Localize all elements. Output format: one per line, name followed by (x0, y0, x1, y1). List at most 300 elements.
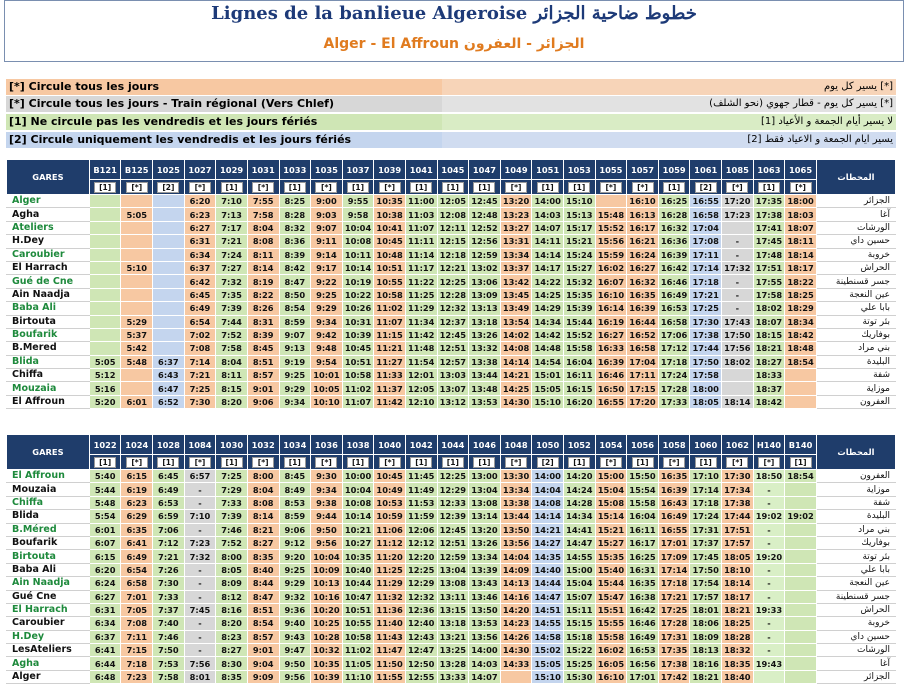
station-name: El Harrach (7, 261, 90, 274)
departure-time: 14:26 (500, 630, 532, 643)
departure-time: 11:40 (374, 617, 406, 630)
departure-time: 19:33 (753, 603, 785, 616)
departure-time: 7:39 (216, 302, 248, 315)
departure-time: 14:55 (563, 550, 595, 563)
train-number: 1041 (405, 160, 437, 180)
departure-time: 9:03 (311, 208, 343, 221)
train-type-cell (311, 455, 343, 470)
train-type-badge: [*] (790, 182, 812, 193)
departure-time: 6:34 (184, 248, 216, 261)
station-name: El Affroun (7, 470, 90, 483)
departure-time: 15:05 (532, 382, 564, 395)
departure-time: 18:05 (722, 550, 754, 563)
station-name-ar: عين النعجة (816, 577, 895, 590)
departure-time: - (184, 577, 216, 590)
departure-time: 16:32 (658, 221, 690, 234)
departure-time: 11:55 (374, 670, 406, 683)
station-name: Gué de Cne (7, 275, 90, 288)
departure-time: 11:42 (405, 328, 437, 341)
station-name-ar: جسر قسنطينة (816, 590, 895, 603)
departure-time (785, 369, 817, 382)
departure-time: 12:56 (469, 235, 501, 248)
station-name: Agha (7, 208, 90, 221)
departure-time: 5:20 (89, 395, 121, 408)
departure-time: 8:25 (279, 195, 311, 208)
departure-time: 8:23 (216, 630, 248, 643)
station-row (7, 483, 896, 496)
departure-time: 18:28 (722, 630, 754, 643)
departure-time: 17:09 (658, 550, 690, 563)
departure-time: 11:12 (374, 536, 406, 549)
departure-time: 11:54 (405, 355, 437, 368)
departure-time: 10:45 (374, 470, 406, 483)
departure-time: 16:44 (627, 315, 659, 328)
departure-time: 14:54 (532, 355, 564, 368)
departure-time: 10:00 (342, 470, 374, 483)
departure-time: 8:11 (216, 369, 248, 382)
station-row (7, 315, 896, 328)
departure-time: 16:39 (658, 248, 690, 261)
train-number: 1054 (595, 435, 627, 455)
departure-time: - (753, 563, 785, 576)
train-type-badge: [*] (189, 457, 211, 468)
departure-time (153, 342, 185, 355)
departure-time: 7:26 (153, 563, 185, 576)
train-type-cell (469, 455, 501, 470)
departure-time: 9:17 (311, 261, 343, 274)
departure-time (153, 261, 185, 274)
departure-time: 17:32 (722, 261, 754, 274)
train-type-badge: [*] (726, 182, 748, 193)
departure-time: 14:00 (532, 195, 564, 208)
departure-time: 13:30 (500, 470, 532, 483)
station-name: Agha (7, 657, 90, 670)
departure-time (153, 235, 185, 248)
train-number: 1040 (374, 435, 406, 455)
departure-time: 7:45 (184, 603, 216, 616)
departure-time: 5:05 (89, 355, 121, 368)
departure-time: 9:42 (311, 328, 343, 341)
departure-time: 17:50 (722, 328, 754, 341)
departure-time: 11:59 (405, 510, 437, 523)
departure-time: 8:04 (247, 483, 279, 496)
train-type-badge: [1] (221, 457, 243, 468)
departure-time: 15:14 (595, 510, 627, 523)
departure-time: 7:39 (216, 510, 248, 523)
departure-time: - (753, 644, 785, 657)
train-type-badge: [*] (600, 182, 622, 193)
train-type-badge: [1] (347, 182, 369, 193)
departure-time: 9:13 (279, 342, 311, 355)
departure-time: 15:27 (595, 536, 627, 549)
train-type-cell (785, 455, 817, 470)
departure-time: 12:45 (469, 195, 501, 208)
departure-time: 15:22 (563, 644, 595, 657)
departure-time: 18:25 (722, 617, 754, 630)
station-row (7, 248, 896, 261)
departure-time: 5:48 (89, 496, 121, 509)
station-row (7, 550, 896, 563)
departure-time: 13:15 (437, 603, 469, 616)
departure-time: 13:42 (500, 275, 532, 288)
departure-time: 13:13 (469, 302, 501, 315)
departure-time: 13:11 (437, 590, 469, 603)
departure-time: - (722, 275, 754, 288)
departure-time: 14:21 (500, 369, 532, 382)
departure-time: 17:37 (690, 536, 722, 549)
departure-time: 15:21 (595, 523, 627, 536)
departure-time: 7:46 (153, 630, 185, 643)
departure-time: 7:21 (216, 235, 248, 248)
departure-time (153, 208, 185, 221)
departure-time: 18:21 (753, 342, 785, 355)
train-number: 1024 (121, 435, 153, 455)
departure-time: 11:25 (405, 288, 437, 301)
train-type-cell (89, 455, 121, 470)
departure-time: 12:36 (405, 603, 437, 616)
departure-time (153, 248, 185, 261)
departure-time: 8:26 (247, 302, 279, 315)
departure-time: 18:00 (690, 382, 722, 395)
departure-time: 8:40 (247, 563, 279, 576)
train-type-badge: [*] (315, 457, 337, 468)
departure-time: 17:06 (658, 328, 690, 341)
departure-time: 8:47 (247, 590, 279, 603)
train-type-cell (753, 180, 785, 195)
departure-time: 10:58 (374, 288, 406, 301)
departure-time: 6:44 (89, 657, 121, 670)
departure-time: 14:07 (469, 670, 501, 683)
departure-time: 10:48 (374, 248, 406, 261)
departure-time: 18:21 (690, 670, 722, 683)
train-type-badge: [1] (695, 457, 717, 468)
train-type-cell (216, 455, 248, 470)
departure-time: 16:49 (658, 288, 690, 301)
departure-time: 9:55 (342, 195, 374, 208)
departure-time: 17:51 (753, 261, 785, 274)
departure-time: 10:35 (311, 657, 343, 670)
departure-time (500, 670, 532, 683)
departure-time: 15:52 (563, 328, 595, 341)
departure-time: 7:24 (216, 248, 248, 261)
departure-time: 12:47 (405, 644, 437, 657)
train-number: 1046 (469, 435, 501, 455)
departure-time (121, 382, 153, 395)
departure-time: 14:14 (532, 510, 564, 523)
departure-time: 7:21 (184, 369, 216, 382)
departure-time: 18:09 (690, 630, 722, 643)
train-type-badge: [1] (568, 457, 590, 468)
departure-time: 10:14 (342, 510, 374, 523)
departure-time: 16:27 (595, 328, 627, 341)
departure-time (595, 195, 627, 208)
train-type-badge: [*] (600, 457, 622, 468)
departure-time (89, 302, 121, 315)
departure-time: 9:58 (342, 208, 374, 221)
station-row (7, 395, 896, 408)
departure-time: 16:04 (563, 355, 595, 368)
train-type-cell (279, 455, 311, 470)
legend-row (6, 114, 896, 130)
departure-time: 18:50 (753, 470, 785, 483)
departure-time: 10:01 (311, 369, 343, 382)
train-type-cell (374, 180, 406, 195)
departure-time (153, 328, 185, 341)
departure-time: 6:41 (121, 536, 153, 549)
departure-time: 8:51 (247, 603, 279, 616)
station-name: Boufarik (7, 328, 90, 341)
train-type-badge: [2] (695, 182, 717, 193)
departure-time: 8:22 (247, 288, 279, 301)
departure-time: 16:38 (627, 590, 659, 603)
station-name-ar: حسين داي (816, 235, 895, 248)
departure-time: 12:25 (437, 275, 469, 288)
departure-time: 11:32 (374, 590, 406, 603)
departure-time: 18:37 (753, 382, 785, 395)
departure-time: - (753, 617, 785, 630)
departure-time: 17:15 (627, 382, 659, 395)
departure-time: 7:44 (216, 315, 248, 328)
train-number: 1042 (405, 435, 437, 455)
departure-time: 12:32 (405, 590, 437, 603)
departure-time: 16:56 (627, 657, 659, 670)
departure-time: 18:48 (785, 342, 817, 355)
legend-row (6, 132, 896, 148)
departure-time: 12:08 (437, 208, 469, 221)
departure-time: 7:01 (121, 590, 153, 603)
station-name-ar: بابا علي (816, 302, 895, 315)
train-type-cell (690, 180, 722, 195)
departure-time: 17:10 (690, 470, 722, 483)
departure-time: 17:54 (690, 577, 722, 590)
departure-time: 11:45 (405, 470, 437, 483)
departure-time: 11:27 (374, 355, 406, 368)
departure-time: 13:34 (500, 483, 532, 496)
departure-time: 11:21 (374, 342, 406, 355)
legend-row (6, 96, 896, 112)
station-name-ar: بئر توتة (816, 550, 895, 563)
train-type-cell (279, 180, 311, 195)
departure-time: 8:51 (247, 355, 279, 368)
departure-time: 11:07 (374, 315, 406, 328)
departure-time: 13:18 (437, 617, 469, 630)
station-name-ar: العفرون (816, 470, 895, 483)
departure-time (785, 523, 817, 536)
departure-time: 16:55 (690, 195, 722, 208)
departure-time: 16:20 (563, 395, 595, 408)
train-type-badge: [2] (157, 182, 179, 193)
departure-time: 6:54 (184, 315, 216, 328)
departure-time: 15:25 (563, 657, 595, 670)
departure-time: 11:17 (405, 261, 437, 274)
departure-time (785, 657, 817, 670)
train-number: 1048 (500, 435, 532, 455)
legend-label-fr: [1] Ne circule pas les vendredis et les jours fériés (6, 114, 442, 130)
train-type-badge: [1] (790, 457, 812, 468)
departure-time: 8:36 (279, 235, 311, 248)
departure-time: 8:45 (247, 342, 279, 355)
train-number: H140 (753, 435, 785, 455)
departure-time: 8:15 (216, 382, 248, 395)
train-type-cell (658, 455, 690, 470)
departure-time: 18:06 (690, 617, 722, 630)
departure-time: 7:32 (216, 275, 248, 288)
departure-time: 15:44 (563, 315, 595, 328)
departure-time: 12:51 (437, 536, 469, 549)
departure-time: 13:26 (469, 536, 501, 549)
train-type-badge: [*] (632, 182, 654, 193)
departure-time: 15:48 (595, 208, 627, 221)
departure-time: 16:17 (627, 536, 659, 549)
train-type-badge: [*] (663, 457, 685, 468)
station-row (7, 657, 896, 670)
departure-time: 13:53 (469, 617, 501, 630)
timetable-alger-el-affroun (6, 159, 896, 409)
train-number: 1065 (785, 160, 817, 180)
train-number: B125 (121, 160, 153, 180)
departure-time: 5:37 (121, 328, 153, 341)
train-type-cell (342, 180, 374, 195)
departure-time (89, 248, 121, 261)
departure-time: - (753, 590, 785, 603)
departure-time (153, 195, 185, 208)
departure-time: 16:35 (658, 470, 690, 483)
departure-time: 16:55 (595, 395, 627, 408)
departure-time: 10:28 (311, 630, 343, 643)
departure-time: 10:59 (374, 510, 406, 523)
departure-time: 8:49 (279, 483, 311, 496)
departure-time: 12:45 (437, 523, 469, 536)
departure-time: 11:50 (374, 657, 406, 670)
station-row (7, 369, 896, 382)
station-name-ar: بابا علي (816, 563, 895, 576)
departure-time: 8:27 (216, 644, 248, 657)
departure-time: 9:04 (247, 657, 279, 670)
departure-time: 9:01 (247, 382, 279, 395)
departure-time: 12:39 (437, 510, 469, 523)
train-number: 1034 (279, 435, 311, 455)
departure-time: 18:07 (785, 221, 817, 234)
departure-time: 10:08 (342, 496, 374, 509)
station-name-ar: الجزائر (816, 670, 895, 683)
station-row (7, 523, 896, 536)
departure-time (89, 275, 121, 288)
station-row (7, 563, 896, 576)
departure-time (121, 221, 153, 234)
header-box (4, 0, 904, 62)
departure-time: 18:54 (785, 470, 817, 483)
departure-time: 18:40 (722, 670, 754, 683)
departure-time: 16:31 (627, 563, 659, 576)
gares-header: GARES (7, 160, 90, 195)
train-type-badge: [*] (126, 457, 148, 468)
departure-time: 15:11 (563, 603, 595, 616)
train-type-cell (469, 180, 501, 195)
departure-time: 9:48 (311, 342, 343, 355)
departure-time: 16:42 (627, 603, 659, 616)
departure-time: 10:51 (342, 603, 374, 616)
departure-time: 13:28 (437, 657, 469, 670)
departure-time: 12:29 (437, 483, 469, 496)
departure-time: 8:08 (247, 235, 279, 248)
departure-time: - (722, 248, 754, 261)
departure-time (89, 235, 121, 248)
departure-time: 14:00 (532, 470, 564, 483)
departure-time: 16:36 (658, 235, 690, 248)
departure-time: - (753, 630, 785, 643)
departure-time: 14:29 (532, 302, 564, 315)
departure-time: 18:14 (722, 577, 754, 590)
departure-time: 17:35 (658, 644, 690, 657)
departure-time (153, 221, 185, 234)
departure-time (785, 550, 817, 563)
departure-time: 17:44 (722, 510, 754, 523)
departure-time: 17:56 (722, 342, 754, 355)
train-number: 1039 (374, 160, 406, 180)
departure-time: 12:20 (405, 550, 437, 563)
departure-time: 15:08 (595, 496, 627, 509)
departure-time: 18:03 (785, 208, 817, 221)
station-name-ar: خروبة (816, 248, 895, 261)
departure-time: 10:51 (342, 355, 374, 368)
departure-time: 17:14 (690, 261, 722, 274)
departure-time (785, 670, 817, 683)
departure-time: 17:34 (722, 483, 754, 496)
train-type-badge: [*] (126, 182, 148, 193)
train-number: 1035 (311, 160, 343, 180)
train-type-badge: [1] (473, 182, 495, 193)
departure-time: 14:09 (500, 563, 532, 576)
departure-time (89, 315, 121, 328)
departure-time: 8:20 (216, 617, 248, 630)
departure-time: 9:36 (279, 603, 311, 616)
departure-time: 12:01 (405, 369, 437, 382)
station-row (7, 342, 896, 355)
departure-time: 16:25 (658, 195, 690, 208)
departure-time: 15:01 (532, 369, 564, 382)
departure-time: 16:58 (627, 342, 659, 355)
departure-time: 6:37 (89, 630, 121, 643)
departure-time: 12:10 (405, 395, 437, 408)
station-name: Baba Ali (7, 563, 90, 576)
station-name: Gué Cne (7, 590, 90, 603)
train-number: 1062 (722, 435, 754, 455)
station-name: Baba Ali (7, 302, 90, 315)
departure-time: 10:10 (311, 395, 343, 408)
departure-time: 12:06 (405, 523, 437, 536)
departure-time: 13:04 (437, 563, 469, 576)
departure-time: 17:11 (690, 248, 722, 261)
departure-time: 11:05 (342, 657, 374, 670)
departure-time: 17:28 (658, 382, 690, 395)
departure-time: 6:59 (153, 510, 185, 523)
departure-time: 14:13 (500, 577, 532, 590)
departure-time: 16:58 (658, 315, 690, 328)
departure-time: 12:57 (437, 355, 469, 368)
departure-time: 6:27 (184, 221, 216, 234)
departure-time: 10:49 (374, 483, 406, 496)
departure-time: 14:16 (500, 590, 532, 603)
departure-time: 12:29 (405, 577, 437, 590)
departure-time: 9:30 (311, 470, 343, 483)
departure-time: 17:50 (690, 355, 722, 368)
station-name-ar: بوفاريك (816, 536, 895, 549)
departure-time: 10:20 (311, 603, 343, 616)
departure-time: 17:48 (753, 248, 785, 261)
departure-time: 8:00 (247, 470, 279, 483)
departure-time (153, 275, 185, 288)
departure-time: - (753, 483, 785, 496)
